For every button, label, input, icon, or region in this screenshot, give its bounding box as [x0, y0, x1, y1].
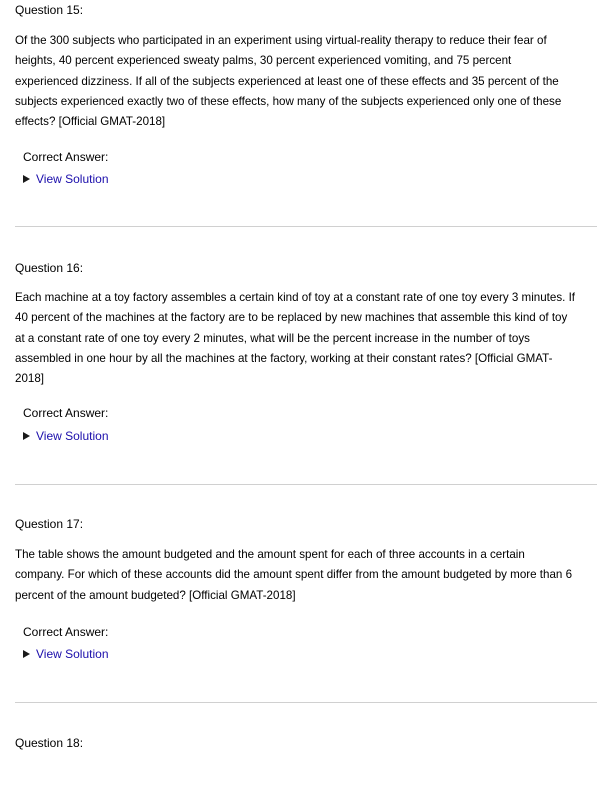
question-line: Each machine at a toy factory assembles a certain kind of toy at a constant rate of one toy every 3 minutes. If [15, 291, 576, 304]
question-title: Question 18: [15, 736, 84, 750]
question-line: experienced dizziness. If all of the subjects experienced at least one of these effects and 35 percent of the [15, 74, 559, 88]
question-line: assembled in one hour by all the machines at the factory, working at their constant rates? [Official GMAT- [15, 351, 553, 365]
question-divider [15, 702, 597, 703]
question-line: effects? [Official GMAT-2018] [15, 115, 166, 129]
question-text [15, 288, 598, 389]
view-solution-label: View Solution [36, 647, 109, 661]
question-line: The table shows the amount budgeted and the amount spent for each of three accounts in a certain [15, 548, 525, 561]
question-line: 2018] [15, 372, 45, 386]
question-line: at a constant rate of one toy every 2 minutes, what will be the percent increase in the number of toys [15, 331, 530, 345]
question-line: 40 percent of the machines at the factory are to be replaced by new machines that assemble this kind of toy [15, 311, 568, 325]
question-title: Question 17: [15, 517, 84, 531]
question-line: Of the 300 subjects who participated in an experiment using virtual-reality therapy to reduce their fear of [15, 34, 547, 47]
question-line: percent of the amount budgeted? [Official GMAT-2018] [15, 588, 296, 602]
question-title: Question 16: [15, 261, 84, 275]
view-solution-label: View Solution [36, 429, 109, 443]
correct-answer-label: Correct Answer: [23, 625, 109, 639]
view-solution-toggle[interactable] [23, 429, 109, 443]
question-title: Question 15: [15, 3, 84, 17]
disclosure-triangle-icon [23, 175, 30, 183]
question-line: heights, 40 percent experienced sweaty palms, 30 percent experienced vomiting, and 75 percent [15, 54, 512, 68]
question-text [15, 545, 598, 606]
question-divider [15, 484, 597, 485]
view-solution-toggle[interactable] [23, 647, 109, 661]
question-line: company. For which of these accounts did the amount spent differ from the amount budgeted by more than 6 [15, 568, 573, 582]
disclosure-triangle-icon [23, 650, 30, 658]
question-text [15, 31, 598, 132]
question-divider [15, 226, 597, 227]
question-line: subjects experienced exactly two of these effects, how many of the subjects experienced only one of these [15, 94, 562, 108]
view-solution-toggle[interactable] [23, 172, 109, 186]
disclosure-triangle-icon [23, 432, 30, 440]
correct-answer-label: Correct Answer: [23, 406, 109, 420]
correct-answer-label: Correct Answer: [23, 150, 109, 164]
view-solution-label: View Solution [36, 172, 109, 186]
